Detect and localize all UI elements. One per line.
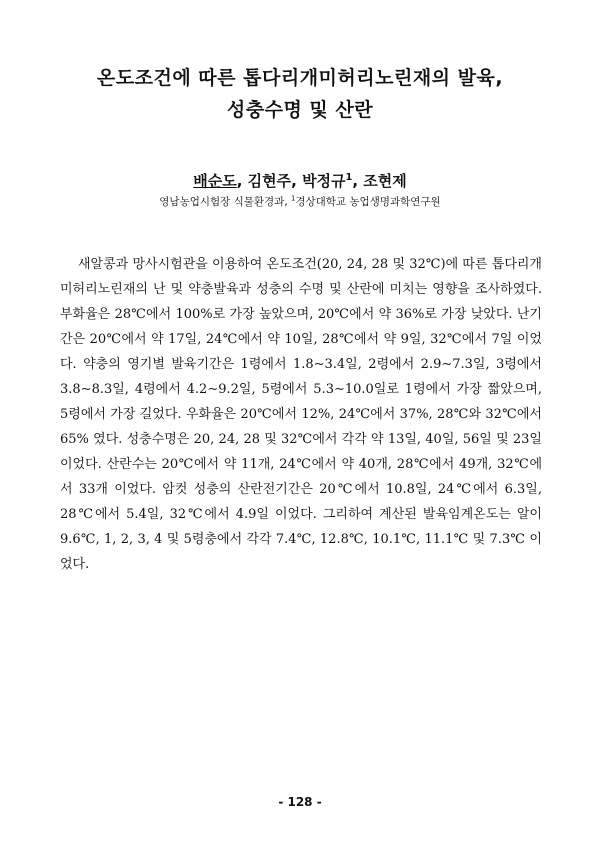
author-4: 조현제 (363, 172, 407, 190)
author-2: 김현주 (247, 172, 292, 190)
affiliation (40, 194, 560, 209)
page-number: - 128 - (278, 795, 322, 809)
author-3: 박정규 (302, 172, 346, 190)
affiliation-2: 경상대학교 농업생명과학연구원 (295, 196, 441, 208)
author-separator: , (352, 172, 364, 190)
author-list (40, 170, 560, 191)
author-separator: , (291, 172, 303, 190)
affiliation-2-mark: 1 (291, 194, 296, 203)
author-3-affiliation-mark: 1 (345, 172, 353, 183)
title-line-2: 성충수명 및 산란 (226, 99, 374, 121)
affiliation-1: 영남농업시험장 식물환경과, (159, 196, 292, 208)
title-line-1: 온도조건에 따른 톱다리개미허리노린재의 발육, (96, 67, 504, 89)
abstract-text: 새알콩과 망사시험관을 이용하여 온도조건(20, 24, 28 및 32℃)에 따른 톱다리개미허리노린재의 난 및 약충발육과 성충의 수명 및 산란에 미치는 영향을 조사하였다. 부화율은 28℃에서 100%로 가장 높았으며, 20℃에서 약 36%로 가장 낮았다. 난기간은 20℃에서 약 17일, 24℃에서 약 10일, 28℃에서 약 9일, 32℃에서 7일 이었다. 약충의 영기별 발육기간은 1령에서 1.8∼3.4일, 2령에서 2.9∼7.3일, 3령에서 3.8∼8.3일, 4령에서 4.2∼9.2일, 5령에서 5.3∼10.0일로 1령에서 가장 짧았으며, 5령에서 가장 길었다. 우화율은 20℃에서 12%, 24℃에서 37%, 28℃와 32℃에서 65% 였다. 성충수명은 20, 24, 28 및 32℃에서 각각 약 13일, 40일, 56일 및 23일 이었다. 산란수는 20℃에서 약 11개, 24℃에서 약 40개, 28℃에서 49개, 32℃에서 33개 이었다. 암컷 성충의 산란전기간은 20℃에서 10.8일, 24℃에서 6.3일, 28℃에서 5.4일, 32℃에서 4.9일 이었다. 그리하여 계산된 발육임계온도는 알이 9.6℃, 1, 2, 3, 4 및 5령충에서 각각 7.4℃, 12.8℃, 10.1℃, 11.1℃ 및 7.3℃ 이었다. (60, 257, 542, 572)
author-1: 배순도 (193, 172, 237, 190)
author-separator: , (236, 172, 248, 190)
paper-title (40, 62, 560, 126)
